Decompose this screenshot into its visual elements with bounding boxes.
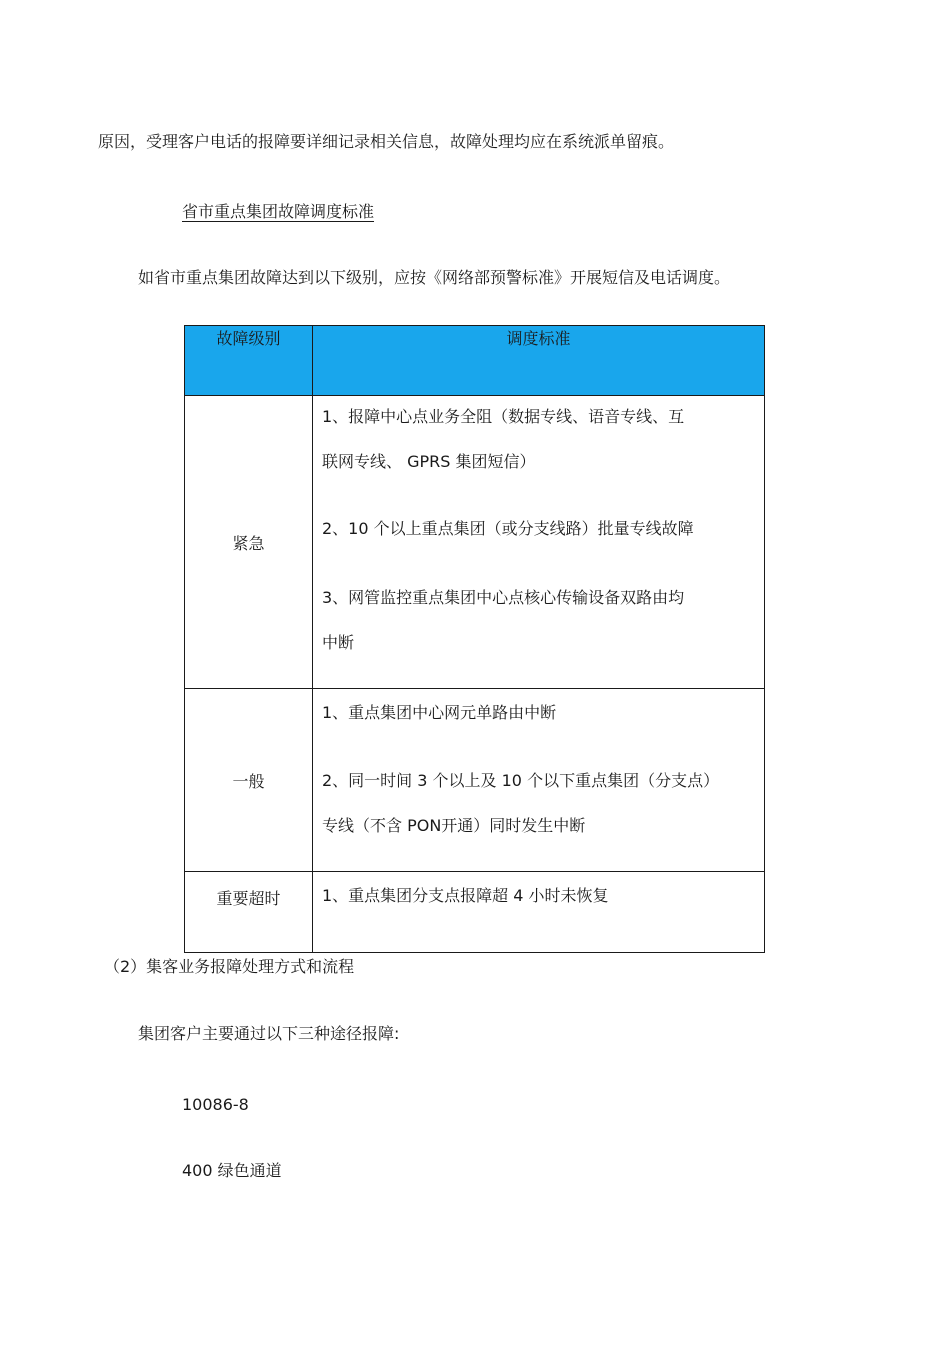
standard-urgent — [313, 396, 765, 689]
level-timeout: 重要超时 — [185, 872, 313, 953]
list-item: 3、网管监控重点集团中心点核心传输设备双路由均 — [322, 588, 685, 607]
fault-dispatch-table — [184, 325, 765, 953]
channel-item: 400 绿色通道 — [182, 1161, 282, 1180]
section-heading — [182, 201, 388, 223]
list-item: 1、重点集团中心网元单路由中断 — [322, 703, 557, 722]
header-dispatch-standard: 调度标准 — [313, 326, 765, 396]
section-description: 如省市重点集团故障达到以下级别，应按《网络部预警标准》开展短信及电话调度。 — [138, 268, 731, 287]
subsection-heading: （2）集客业务报障处理方式和流程 — [104, 957, 355, 976]
list-item: 中断 — [322, 633, 355, 652]
list-item: 联网专线、 GPRS 集团短信） — [322, 452, 536, 471]
section-heading-text: 省市重点集团故障调度标准 — [182, 202, 375, 221]
table-row — [185, 872, 765, 953]
list-item: 专线（不含 PON开通）同时发生中断 — [322, 816, 586, 835]
level-normal: 一般 — [185, 689, 313, 872]
list-item: 1、重点集团分支点报障超 4 小时未恢复 — [322, 886, 609, 905]
channel-item: 10086-8 — [182, 1095, 249, 1114]
list-item: 2、同一时间 3 个以上及 10 个以下重点集团（分支点） — [322, 771, 720, 790]
table-row — [185, 689, 765, 872]
intro-paragraph: 原因，受理客户电话的报障要详细记录相关信息，故障处理均应在系统派单留痕。 — [98, 132, 675, 151]
standard-normal — [313, 689, 765, 872]
header-fault-level: 故障级别 — [185, 326, 313, 396]
list-item: 2、10 个以上重点集团（或分支线路）批量专线故障 — [322, 519, 694, 538]
table-row — [185, 396, 765, 689]
level-urgent: 紧急 — [185, 396, 313, 689]
table-header-row — [185, 326, 765, 396]
list-item: 1、报障中心点业务全阻（数据专线、语音专线、互 — [322, 407, 685, 426]
channels-intro: 集团客户主要通过以下三种途径报障: — [138, 1024, 400, 1043]
standard-timeout — [313, 872, 765, 953]
